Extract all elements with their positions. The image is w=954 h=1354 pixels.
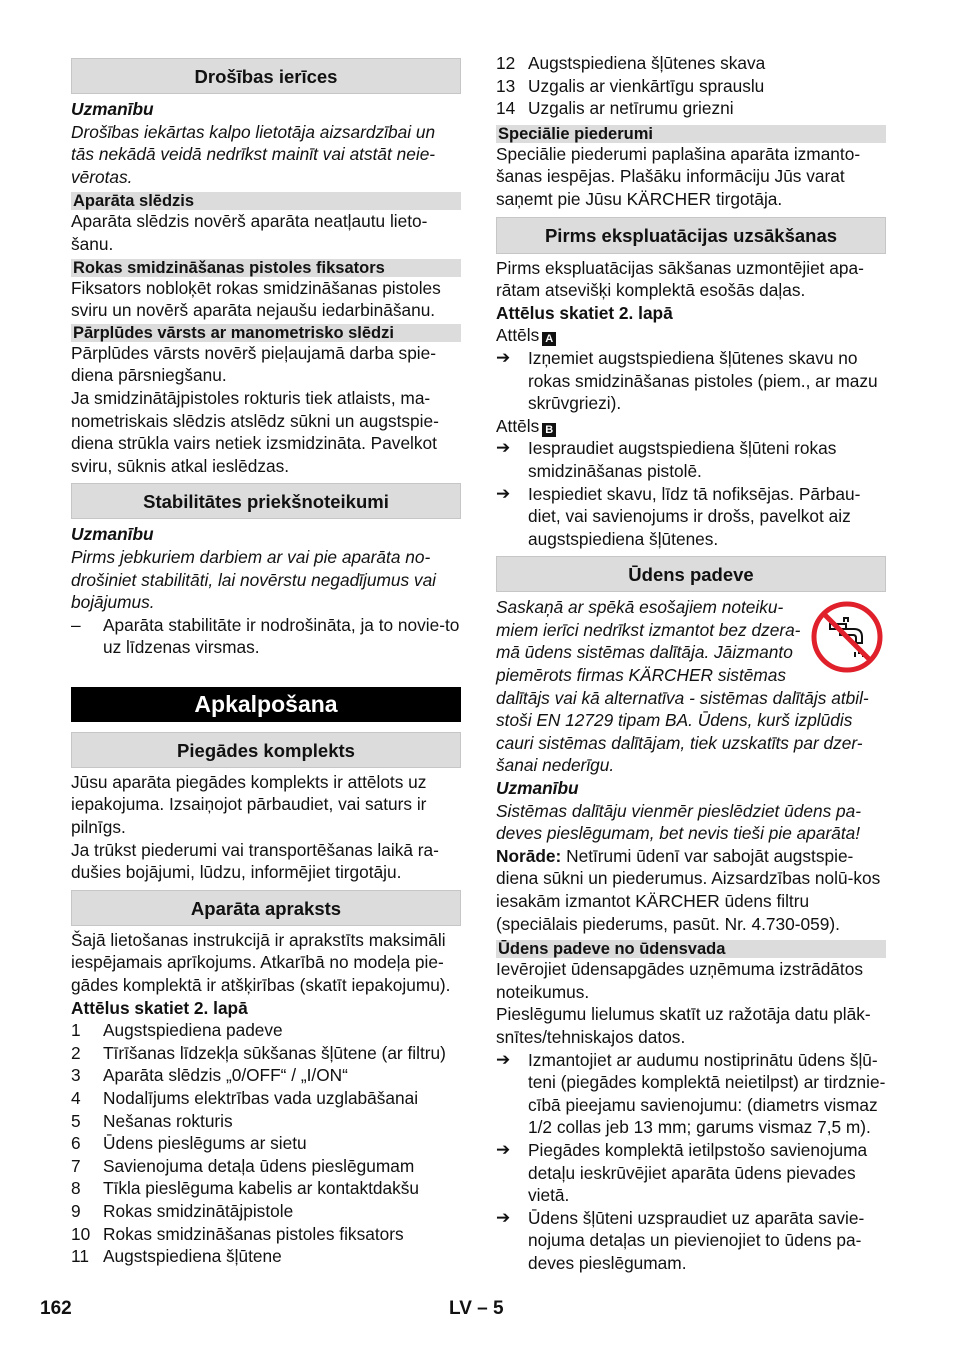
water-supply-block [496, 596, 886, 777]
arrow-right-icon: ➔ [496, 438, 511, 458]
step-2-text: Iespraudiet augstspiediena šļūteni rokas smidzināšanas pistolē. [528, 438, 837, 481]
caution-label-3: Uzmanību [496, 778, 579, 799]
item-number: 4 [71, 1088, 81, 1108]
item-number: 9 [71, 1200, 81, 1221]
mains-step-2-text: Piegādes komplektā ietilpstošo savienojuma detaļu ieskrūvējiet aparāta ūdens pievades vietā. [528, 1139, 868, 1206]
item-label: Tīkla pieslēguma kabelis ar kontaktdakšu [103, 1178, 420, 1199]
desc-text: Šajā lietošanas instrukcijā ir aprakstīts maksimāli iespējamais aprīkojums. Atkarībā no modeļa pie-gādes komplektā ir atšķirības (skatīt iepakojumu). [71, 929, 451, 996]
item-label: Ūdens pieslēgums ar sietu [103, 1133, 307, 1154]
list-item [71, 1177, 461, 1200]
heading-mains-supply: Ūdens padeve no ūdensvada [496, 940, 886, 958]
step-1-text: Izņemiet augstspiediena šļūtenes skavu no rokas smidzināšanas pistoles (piem., ar mazu skrūvgriezi). [528, 347, 878, 414]
mains-step-3 [496, 1207, 886, 1275]
mains-step-1 [496, 1049, 886, 1139]
heading-device-switch: Aparāta slēdzis [71, 192, 461, 210]
water-caution-text: Sistēmas dalītāju vienmēr pieslēdziet ūdens pa-deves pieslēgumam, bet nevis tieši pie aparāta! [496, 800, 862, 844]
list-item [71, 1245, 461, 1268]
item-label: Augstspiediena šļūtene [103, 1246, 282, 1267]
step-3 [496, 483, 886, 551]
list-item [71, 1064, 461, 1087]
step-2 [496, 437, 886, 482]
mains-text-2: Pieslēgumu lielumus skatīt uz ražotāja datu plāk-snītes/tehniskajos datos. [496, 1004, 871, 1047]
note-text: Netīrumi ūdenī var sabojāt augstspie-diena sūkni un piederumus. Aizsardzības nolū-kos iesakām izmantot KÄRCHER ūdens filtru (speciālais piederums, pasūt. Nr. 4.730-059). [496, 845, 881, 934]
item-label: Rokas smidzināšanas pistoles fiksators [103, 1223, 404, 1244]
heading-water-supply: Ūdens padeve [496, 556, 886, 592]
item-number: 6 [71, 1133, 81, 1154]
heading-device-description: Aparāta apraksts [71, 890, 461, 926]
arrow-right-icon: ➔ [496, 1139, 511, 1159]
parts-list-right [496, 52, 886, 120]
item-number: 1 [71, 1020, 81, 1041]
lock-text: Fiksators nobloķēt rokas smidzināšanas pistoles sviru un novērš aparāta nejaušu iedarbināšanu. [71, 277, 441, 321]
before-text: Pirms ekspluatācijas sākšanas uzmontējiet apa-rātam atsevišķi komplektā esošās daļas. [496, 257, 864, 301]
step-3-text: Iespiediet skavu, līdz tā nofiksējas. Pārbau-diet, vai savienojums ir drošs, pavelkot aiz augstspiediena šļūtenes. [528, 483, 861, 549]
item-number: 13 [496, 75, 516, 96]
item-number: 7 [71, 1155, 81, 1176]
stability-list-item [71, 614, 461, 659]
item-number: 3 [71, 1065, 81, 1086]
section-label: LV – 5 [449, 1298, 504, 1319]
note-label: Norāde: [496, 845, 562, 866]
note-paragraph [496, 845, 886, 935]
stability-item-text: Aparāta stabilitāte ir nodrošināta, ja to novie-to uz līdzenas virsmas. [103, 614, 460, 658]
caution-label-2: Uzmanību [71, 524, 154, 545]
item-number: 11 [71, 1246, 89, 1267]
heading-safety-devices: Drošības ierīces [71, 58, 461, 94]
list-item [71, 1110, 461, 1133]
figure-b-letter: B [542, 423, 556, 437]
arrow-right-icon: ➔ [496, 347, 511, 367]
item-number: 14 [496, 98, 516, 119]
scope-text-1: Jūsu aparāta piegādes komplekts ir attēlots uz iepakojuma. Izsaiņojot pārbaudiet, vai saturs ir pilnīgs. [71, 771, 427, 838]
item-number: 12 [496, 53, 516, 73]
step-1 [496, 347, 886, 415]
caution-label: Uzmanību [71, 99, 154, 119]
figure-b-ref [496, 415, 886, 438]
valve-text-2: Ja smidzinātājpistoles rokturis tiek atlaists, ma-nometriskais slēdzis atslēdz sūkni un augstspie-diena strūkla vairs netiek izsmidzināta. Pavelkot sviru, sūknis atkal ieslēdzas. [71, 387, 439, 476]
list-item [71, 1087, 461, 1110]
valve-text-1: Pārplūdes vārsts novērš pieļaujamā darba spie-diena pārsniegšanu. [71, 342, 437, 386]
list-item [71, 1223, 461, 1246]
item-label: Aparāta slēdzis „0/OFF“ / „I/ON“ [103, 1065, 348, 1086]
item-label: Savienojuma detaļa ūdens pieslēgumam [103, 1155, 415, 1176]
list-item [71, 1200, 461, 1223]
item-label: Nodalījums elektrības vada uzglabāšanai [103, 1088, 419, 1108]
mains-step-2 [496, 1139, 886, 1207]
figure-a-letter: A [542, 332, 556, 346]
heading-special-accessories: Speciālie piederumi [496, 125, 886, 143]
desc-see-figures: Attēlus skatiet 2. lapā [71, 997, 248, 1018]
arrow-right-icon: ➔ [496, 1207, 511, 1227]
heading-scope-of-delivery: Piegādes komplekts [71, 732, 461, 768]
chapter-title: Apkalpošana [71, 687, 461, 722]
list-item [71, 1132, 461, 1155]
figure-b-label: Attēls [496, 415, 540, 436]
no-drinking-water-icon [810, 600, 884, 674]
heading-gun-lock: Rokas smidzināšanas pistoles fiksators [71, 259, 461, 277]
special-text: Speciālie piederumi paplašina aparāta izmanto-šanas iespējas. Plašāku informāciju Jūs varat saņemt pie Jūsu KÄRCHER tirgotāja. [496, 143, 861, 209]
left-column [71, 52, 461, 1268]
parts-list-left [71, 1019, 461, 1268]
heading-before-startup: Pirms ekspluatācijas uzsākšanas [496, 217, 886, 254]
switch-text: Aparāta slēdzis novērš aparāta neatļautu lieto-šanu. [71, 211, 428, 254]
page-number: 162 [40, 1298, 72, 1319]
item-number: 2 [71, 1042, 81, 1063]
item-label: Tīrīšanas līdzekļa sūkšanas šļūtene (ar filtru) [103, 1042, 446, 1063]
item-label: Augstspiediena padeve [103, 1020, 283, 1041]
right-column [496, 52, 886, 1275]
water-supply-italic-text: Saskaņā ar spēkā esošajiem noteiku-miem ierīci nedrīkst izmantot bez dzera-mā ūdens sistēmas dalītāja. Jāizmanto piemērots firmas KÄRCHER sistēmas dalītājs vai kā alternatīva - sistēmas dalītājs atbil-stoši EN 12729 tipam BA. Ūdens, kurš izplūdis cauri sistēmas dalītājam, tiek uzskatīts par dzer-šanai nederīgu. [496, 597, 869, 776]
stability-text: Pirms jebkuriem darbiem ar vai pie aparāta no-drošiniet stabilitāti, lai novērstu negadījumus vai bojājumus. [71, 546, 437, 613]
figure-a-ref [496, 324, 886, 347]
list-item [71, 1042, 461, 1065]
list-item [496, 52, 886, 75]
before-see-figures: Attēlus skatiet 2. lapā [496, 302, 673, 323]
item-label: Rokas smidzinātājpistole [103, 1200, 294, 1221]
figure-a-label: Attēls [496, 325, 540, 346]
list-item [71, 1155, 461, 1178]
mains-step-3-text: Ūdens šļūteni uzspraudiet uz aparāta savie-nojuma detaļas un pievienojiet to ūdens pa-deves pieslēgumam. [528, 1207, 865, 1273]
item-label: Nešanas rokturis [103, 1110, 233, 1131]
item-label: Uzgalis ar vienkārtīgu sprauslu [528, 75, 765, 96]
item-label: Uzgalis ar netīrumu griezni [528, 98, 734, 119]
mains-text-1: Ievērojiet ūdensapgādes uzņēmuma izstrādātos noteikumus. [496, 959, 863, 1002]
list-item [71, 1019, 461, 1042]
list-item [496, 97, 886, 120]
heading-overflow-valve: Pārplūdes vārsts ar manometrisko slēdzi [71, 324, 461, 342]
safety-text: Drošības iekārtas kalpo lietotāja aizsardzībai un tās nekādā veidā nedrīkst mainīt vai atstāt neie-vērotas. [71, 121, 436, 187]
scope-text-2: Ja trūkst piederumi vai transportēšanas laikā ra-dušies bojājumi, lūdzu, informējiet tirgotāju. [71, 839, 439, 883]
item-number: 5 [71, 1110, 81, 1131]
arrow-right-icon: ➔ [496, 483, 511, 503]
arrow-right-icon: ➔ [496, 1049, 511, 1069]
list-item [496, 75, 886, 98]
item-number: 8 [71, 1178, 81, 1199]
dash-marker: – [71, 614, 81, 635]
heading-stability: Stabilitātes priekšnoteikumi [71, 483, 461, 519]
item-number: 10 [71, 1223, 91, 1244]
item-label: Augstspiediena šļūtenes skava [528, 53, 766, 73]
mains-step-1-text: Izmantojiet ar audumu nostiprinātu ūdens šļū-teni (piegādes komplektā neietilpst) ar tirdznie-cībā pieejamu savienojumu: (diametrs vismaz 1/2 collas jeb 13 mm; garums vismaz 7,5 m). [528, 1049, 886, 1138]
